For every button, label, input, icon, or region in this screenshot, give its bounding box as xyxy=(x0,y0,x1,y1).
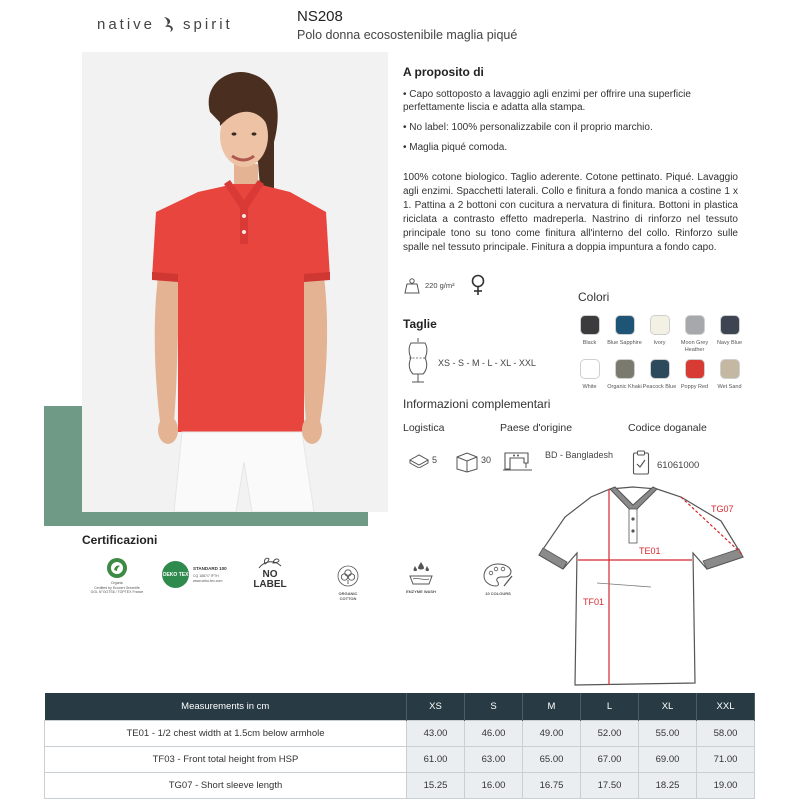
table-cell: 16.00 xyxy=(465,772,523,798)
water-drop-icon xyxy=(405,556,437,590)
table-cell: 16.75 xyxy=(523,772,581,798)
table-header: Measurements in cm xyxy=(45,693,407,720)
table-cell: 49.00 xyxy=(523,720,581,746)
colors-title: Colori xyxy=(578,290,610,304)
table-header: XS xyxy=(407,693,465,720)
color-swatch-box[interactable] xyxy=(615,315,635,335)
tf01-label: TF01 xyxy=(583,597,605,607)
about-title: A proposito di xyxy=(403,65,484,79)
color-swatch[interactable] xyxy=(712,359,747,391)
ten-colours-badge xyxy=(478,558,518,597)
feature-bullet: • Maglia piqué comoda. xyxy=(403,142,508,153)
bag-pack-icon xyxy=(408,452,430,468)
color-swatch-label: Navy Blue xyxy=(716,340,743,346)
oeko-code: CQ 1887/7 IFTH xyxy=(193,574,219,578)
color-swatch-label: Organic Khaki xyxy=(607,384,642,390)
color-swatch-label: Moon Grey Heather xyxy=(680,340,709,353)
table-header: XXL xyxy=(697,693,755,720)
clipboard-icon xyxy=(632,450,650,476)
polo-placket xyxy=(629,509,637,543)
color-swatch-box[interactable] xyxy=(685,359,705,379)
sizes-title: Taglie xyxy=(403,317,437,331)
color-swatch-label: Peacock Blue xyxy=(642,384,677,390)
carton-quantity: 30 xyxy=(481,455,492,465)
ten-colours-text: 10 COLOURS xyxy=(485,591,511,596)
color-swatch-label: Ivory xyxy=(653,340,666,346)
product-photo xyxy=(82,52,388,512)
color-swatch[interactable] xyxy=(642,359,677,391)
enzyme-wash-badge xyxy=(403,556,439,595)
color-swatch-box[interactable] xyxy=(650,315,670,335)
feature-bullet: • Capo sottoposto a lavaggio agli enzimi per offrire una superficie perfettamente liscia e adatta alla stampa. xyxy=(403,89,691,113)
gots-logo-icon xyxy=(106,557,128,579)
no-label-certification xyxy=(254,556,286,590)
table-cell: 71.00 xyxy=(697,746,755,772)
no-label-text: NO LABEL xyxy=(253,569,287,590)
carton-box-icon xyxy=(455,451,479,473)
female-symbol-icon xyxy=(469,273,487,297)
leaf-icon xyxy=(161,15,177,33)
brand-name-right: spirit xyxy=(183,15,233,33)
table-cell: 55.00 xyxy=(639,720,697,746)
table-cell: 15.25 xyxy=(407,772,465,798)
table-header: L xyxy=(581,693,639,720)
customs-title: Codice doganale xyxy=(628,422,707,434)
palette-icon xyxy=(480,558,516,592)
sewing-machine-icon xyxy=(502,449,534,473)
table-header: M xyxy=(523,693,581,720)
oeko-url: www.oeko-tex.com xyxy=(193,578,223,583)
color-swatch-grid xyxy=(572,315,748,391)
table-cell: 63.00 xyxy=(465,746,523,772)
color-swatch-label: White xyxy=(582,384,597,390)
feature-bullets xyxy=(403,88,748,161)
color-swatch-box[interactable] xyxy=(650,359,670,379)
gots-certification xyxy=(90,557,144,595)
table-header: XL xyxy=(639,693,697,720)
color-swatch-box[interactable] xyxy=(720,315,740,335)
oeko-tex-logo: OEKO TEX xyxy=(162,561,189,588)
oeko-standard: STANDARD 100 xyxy=(193,566,227,571)
color-swatch-box[interactable] xyxy=(580,315,600,335)
color-swatch[interactable] xyxy=(607,359,642,391)
origin-title: Paese d'origine xyxy=(500,422,573,434)
table-cell: 52.00 xyxy=(581,720,639,746)
customs-code: 61061000 xyxy=(657,460,700,471)
color-swatch-box[interactable] xyxy=(685,315,705,335)
enzyme-wash-text: ENZYME WASH xyxy=(406,589,436,594)
table-header-row xyxy=(45,693,755,720)
table-cell-label: TG07 - Short sleeve length xyxy=(45,772,407,798)
measurements-table xyxy=(44,693,755,799)
tg07-label: TG07 xyxy=(711,504,734,514)
logistics-title: Logistica xyxy=(403,422,445,434)
table-cell: 19.00 xyxy=(697,772,755,798)
color-swatch[interactable] xyxy=(607,315,642,353)
fabric-weight: 220 g/m² xyxy=(425,281,455,290)
table-cell: 69.00 xyxy=(639,746,697,772)
product-description: 100% cotone biologico. Taglio aderente. Cotone pettinato. Piqué. Lavaggio agli enzimi. Spacchetti laterali. Collo e finitura a fondo manica a costine 1 x 1. Pattina a 2 bottoni con cucitura a nervatura di finitura. Bottoni in plastica riciclata a contrasto effetto madreperla. Nastrino di rinforzo nel tessuto principale tono su tono come finitura all'interno del collo. Rinforzo sulle spalle nel tessuto principale. Finitura a doppia impuntura a fondo capo. xyxy=(403,172,738,253)
brand-logo xyxy=(97,15,233,33)
gots-text: Organic Certified by Ecocert Greenlife GOL N°GOTS6 / TOPTEX France xyxy=(90,581,144,594)
color-swatch-box[interactable] xyxy=(720,359,740,379)
size-range: XS - S - M - L - XL - XXL xyxy=(438,358,536,368)
table-row xyxy=(45,772,755,798)
color-swatch-label: Blue Sapphire xyxy=(607,340,642,346)
color-swatch-box[interactable] xyxy=(615,359,635,379)
feature-bullet: • No label: 100% personalizzabile con il proprio marchio. xyxy=(403,122,653,133)
table-cell: 65.00 xyxy=(523,746,581,772)
te01-label: TE01 xyxy=(639,546,661,556)
color-swatch-label: Poppy Red xyxy=(680,384,709,390)
product-code: NS208 xyxy=(297,8,343,25)
oeko-tex-certification xyxy=(162,561,227,588)
brand-name-left: native xyxy=(97,15,156,33)
product-title: Polo donna ecosostenibile maglia piqué xyxy=(297,28,518,42)
color-swatch[interactable] xyxy=(677,315,712,353)
table-cell: 43.00 xyxy=(407,720,465,746)
weight-icon xyxy=(403,277,421,295)
table-cell: 58.00 xyxy=(697,720,755,746)
color-swatch[interactable] xyxy=(677,359,712,391)
table-row xyxy=(45,746,755,772)
pack-quantity: 5 xyxy=(432,455,438,465)
table-cell-label: TE01 - 1/2 chest width at 1.5cm below armhole xyxy=(45,720,407,746)
certifications-title: Certificazioni xyxy=(82,533,158,547)
organic-cotton-badge xyxy=(330,558,366,601)
color-swatch-box[interactable] xyxy=(580,359,600,379)
color-swatch-label: Wet Sand xyxy=(717,384,742,390)
leaf-branch-icon xyxy=(255,556,285,570)
color-swatch[interactable] xyxy=(642,315,677,353)
polo-measurement-diagram xyxy=(535,483,755,693)
cotton-flower-icon xyxy=(330,558,366,594)
table-cell: 46.00 xyxy=(465,720,523,746)
color-swatch[interactable] xyxy=(572,315,607,353)
color-swatch[interactable] xyxy=(572,359,607,391)
table-row xyxy=(45,720,755,746)
table-cell: 67.00 xyxy=(581,746,639,772)
table-header: S xyxy=(465,693,523,720)
origin-country: BD - Bangladesh xyxy=(545,450,614,460)
table-cell: 17.50 xyxy=(581,772,639,798)
color-swatch[interactable] xyxy=(712,315,747,353)
color-swatch-label: Black xyxy=(582,340,597,346)
mannequin-icon xyxy=(405,338,431,386)
info-title: Informazioni complementari xyxy=(403,397,551,411)
table-cell: 18.25 xyxy=(639,772,697,798)
table-cell: 61.00 xyxy=(407,746,465,772)
table-cell-label: TF03 - Front total height from HSP xyxy=(45,746,407,772)
model-illustration xyxy=(82,52,388,512)
organic-cotton-text: ORGANIC COTTON xyxy=(338,591,358,601)
